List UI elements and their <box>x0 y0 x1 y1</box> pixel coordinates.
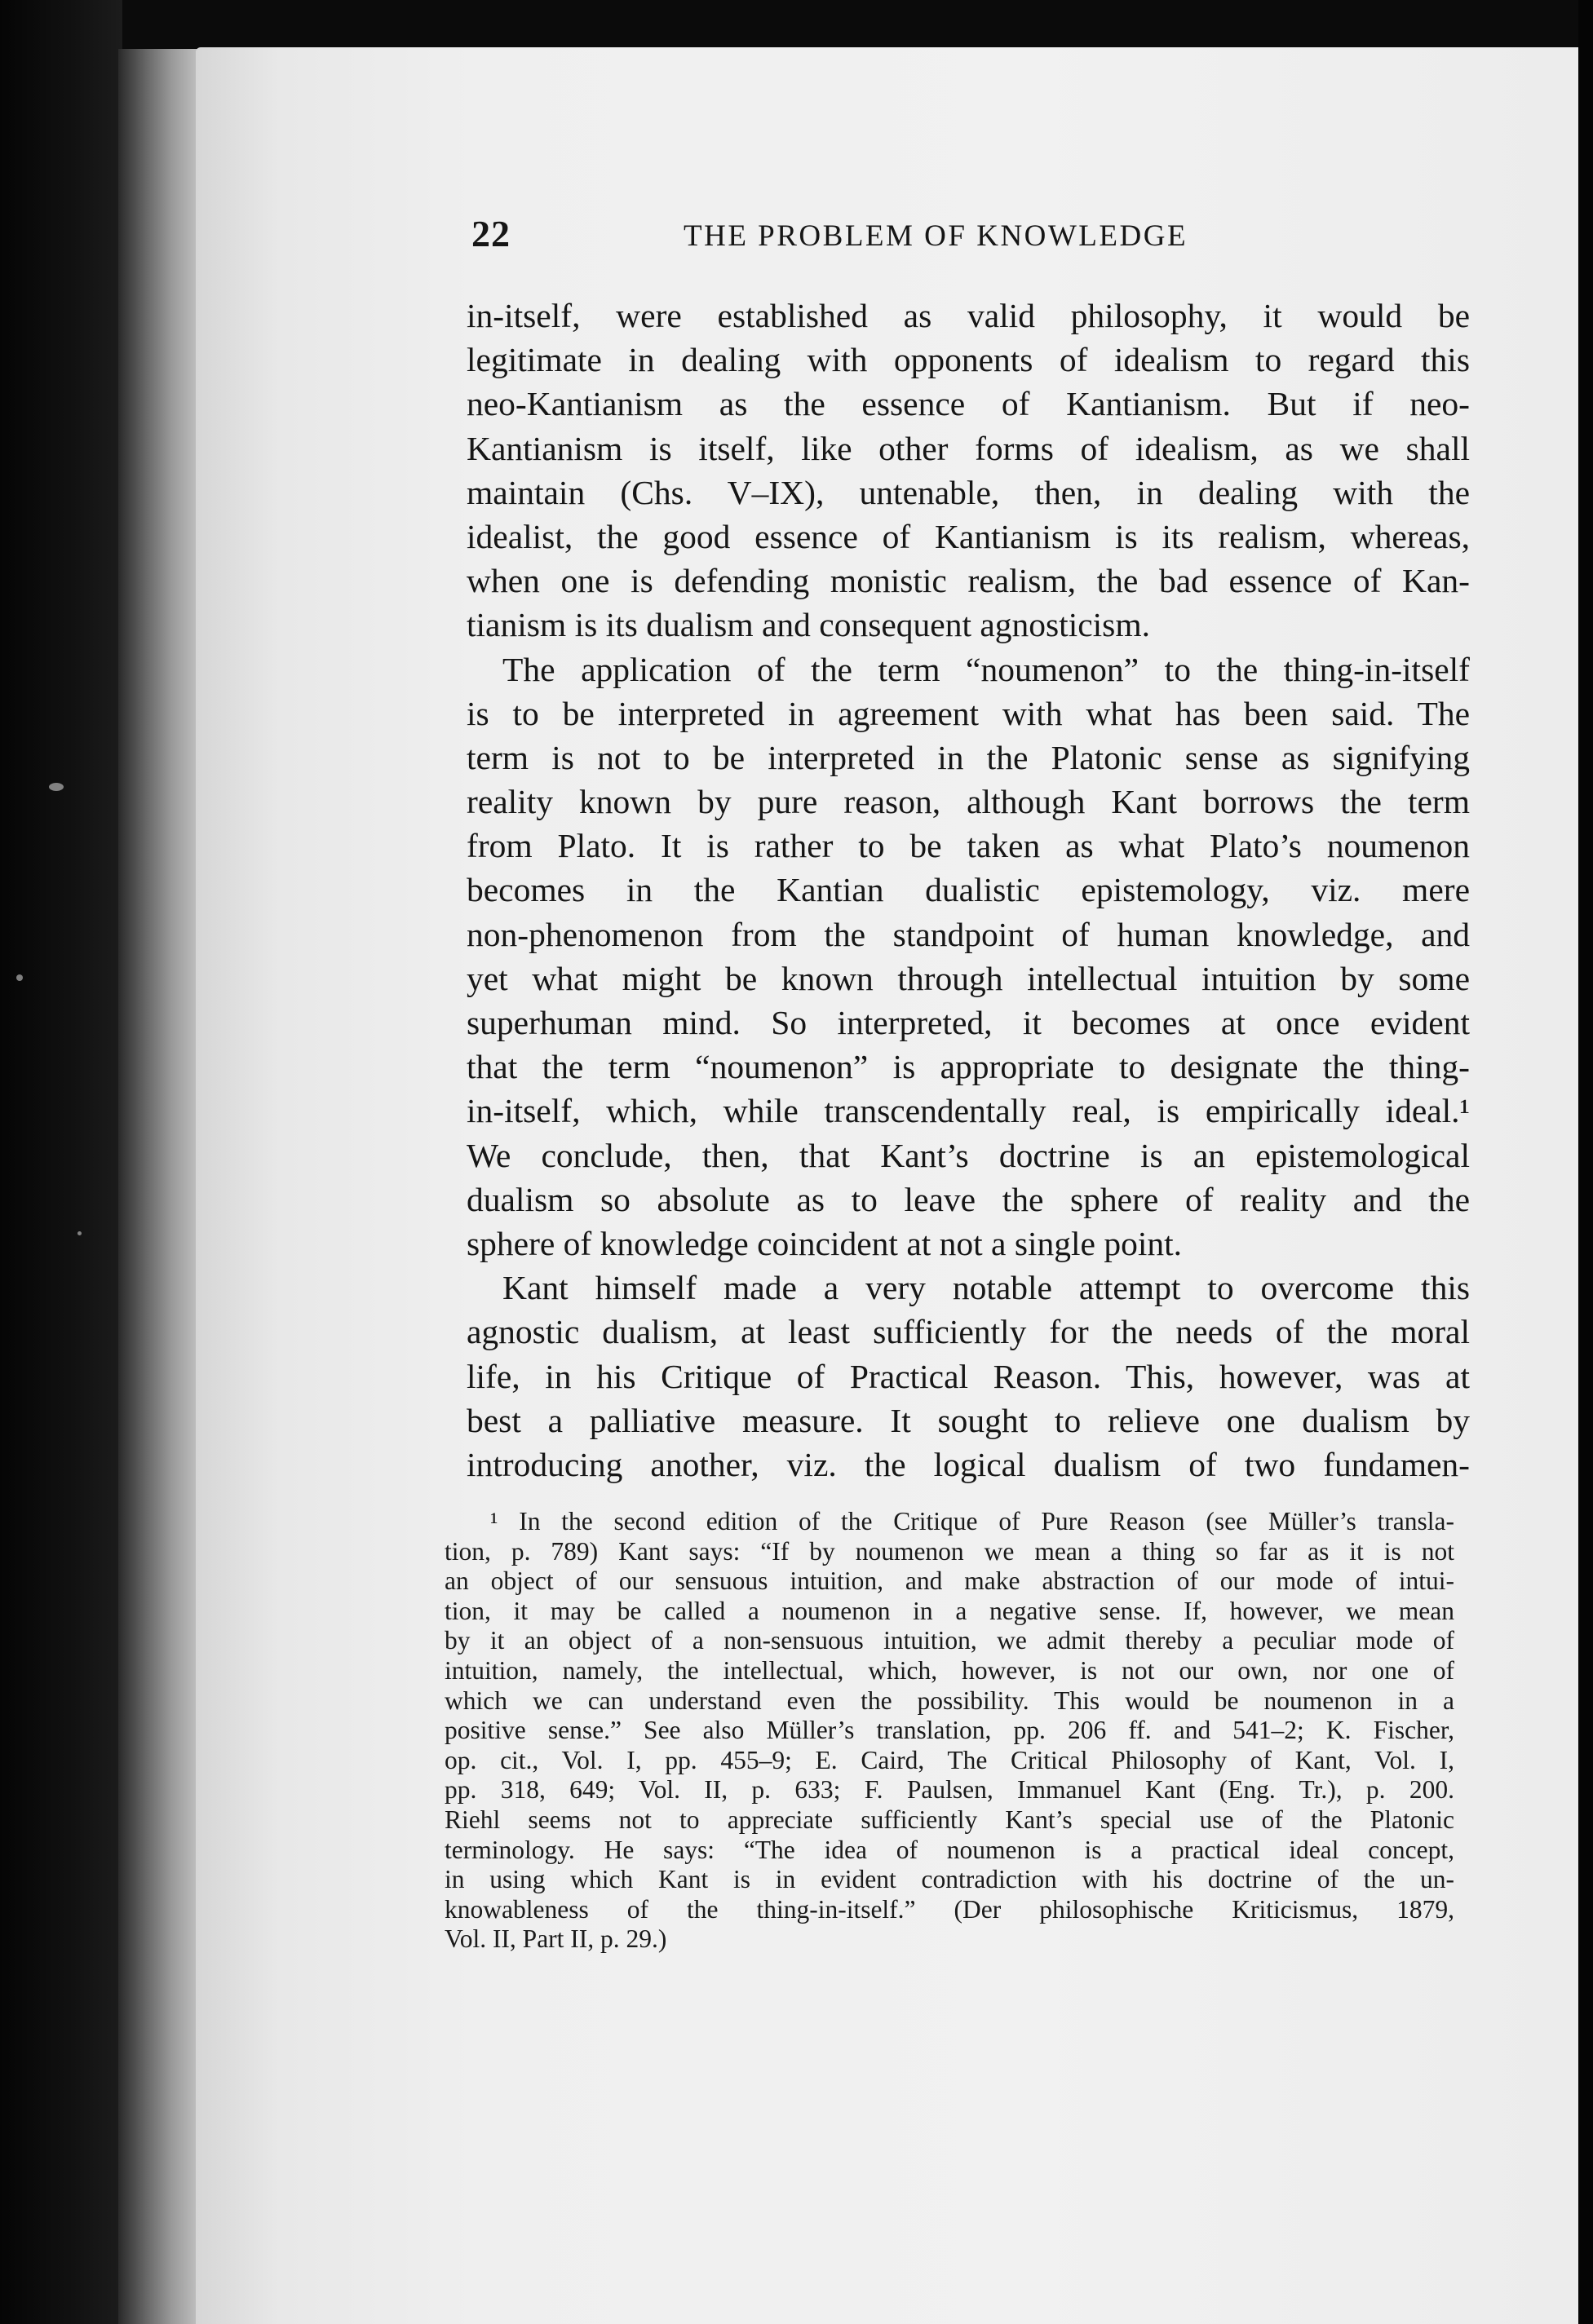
footnote-line: Riehl seems not to appreciate sufficiently Kant’s special use of the Platonic <box>445 1805 1454 1834</box>
body-line: tianism is its dualism and consequent agnosticism. <box>467 606 1150 644</box>
body-line: We conclude, then, that Kant’s doctrine is an epistemological <box>467 1136 1470 1174</box>
body-line: agnostic dualism, at least sufficiently for the needs of the moral <box>467 1313 1470 1351</box>
body-line: dualism so absolute as to leave the sphere of reality and the <box>467 1180 1470 1218</box>
running-head: THE PROBLEM OF KNOWLEDGE <box>684 219 1188 253</box>
body-line: when one is defending monistic realism, the bad essence of Kan- <box>467 562 1470 600</box>
footnote-line: tion, it may be called a noumenon in a negative sense. If, however, we mean <box>445 1596 1454 1625</box>
scan-speck <box>16 974 23 981</box>
scan-dark-margin-left <box>0 0 122 2324</box>
body-line: Kantianism is itself, like other forms of idealism, as we shall <box>467 429 1470 467</box>
body-text <box>467 294 1470 1487</box>
body-line: superhuman mind. So interpreted, it becomes at once evident <box>467 1004 1470 1041</box>
footnote <box>445 1507 1454 1955</box>
footnote-line: Vol. II, Part II, p. 29.) <box>445 1924 667 1954</box>
footnote-line: knowableness of the thing-in-itself.” (Der philosophische Kriticismus, 1879, <box>445 1894 1454 1924</box>
body-line: idealist, the good essence of Kantianism is its realism, whereas, <box>467 517 1470 555</box>
footnote-line: pp. 318, 649; Vol. II, p. 633; F. Paulsen, Immanuel Kant (Eng. Tr.), p. 200. <box>445 1775 1454 1805</box>
page-header <box>471 212 1475 269</box>
body-line: in-itself, were established as valid philosophy, it would be <box>467 297 1470 334</box>
footnote-line: positive sense.” See also Müller’s translation, pp. 206 ff. and 541–2; K. Fischer, <box>445 1716 1454 1745</box>
footnote-line: an object of our sensuous intuition, and make abstraction of our mode of intui- <box>445 1566 1454 1596</box>
body-line: maintain (Chs. V–IX), untenable, then, in dealing with the <box>467 473 1470 511</box>
body-line: becomes in the Kantian dualistic epistemology, viz. mere <box>467 871 1470 909</box>
scan-dark-margin-right <box>1578 0 1593 2324</box>
footnote-line: by it an object of a non-sensuous intuition, we admit thereby a peculiar mode of <box>445 1626 1454 1655</box>
body-line: term is not to be interpreted in the Platonic sense as signifying <box>467 738 1470 776</box>
body-line: introducing another, viz. the logical dualism of two fundamen- <box>467 1445 1470 1483</box>
footnote-line: in using which Kant is in evident contradiction with his doctrine of the un- <box>445 1865 1454 1894</box>
footnote-line: op. cit., Vol. I, pp. 455–9; E. Caird, The Critical Philosophy of Kant, Vol. I, <box>445 1745 1454 1774</box>
body-line: best a palliative measure. It sought to relieve one dualism by <box>467 1401 1470 1439</box>
body-line: yet what might be known through intellectual intuition by some <box>467 959 1470 997</box>
body-line: Kant himself made a very notable attempt to overcome this <box>502 1269 1470 1307</box>
body-line: life, in his Critique of Practical Reason. This, however, was at <box>467 1357 1470 1395</box>
body-line: is to be interpreted in agreement with what has been said. The <box>467 694 1470 732</box>
footnote-line: terminology. He says: “The idea of noumenon is a practical ideal concept, <box>445 1835 1454 1864</box>
body-line: in-itself, which, while transcendentally real, is empirically ideal.¹ <box>467 1092 1470 1130</box>
page-number: 22 <box>471 213 511 254</box>
footnote-line: intuition, namely, the intellectual, which, however, is not our own, nor one of <box>445 1655 1454 1685</box>
body-line: legitimate in dealing with opponents of idealism to regard this <box>467 341 1470 379</box>
body-line: sphere of knowledge coincident at not a single point. <box>467 1224 1183 1262</box>
body-line: reality known by pure reason, although Kant borrows the term <box>467 783 1470 821</box>
scan-speck <box>49 783 64 791</box>
body-line: that the term “noumenon” is appropriate to designate the thing- <box>467 1048 1470 1086</box>
body-line: The application of the term “noumenon” to the thing-in-itself <box>502 650 1470 688</box>
scan-speck <box>77 1231 82 1235</box>
footnote-line: tion, p. 789) Kant says: “If by noumenon we mean a thing so far as it is not <box>445 1536 1454 1566</box>
footnote-line: ¹ In the second edition of the Critique of Pure Reason (see Müller’s transla- <box>490 1507 1454 1535</box>
body-line: non-phenomenon from the standpoint of human knowledge, and <box>467 915 1470 953</box>
footnote-line: which we can understand even the possibility. This would be noumenon in a <box>445 1686 1454 1715</box>
body-line: from Plato. It is rather to be taken as what Plato’s noumenon <box>467 827 1470 865</box>
body-line: neo-Kantianism as the essence of Kantianism. But if neo- <box>467 385 1470 423</box>
